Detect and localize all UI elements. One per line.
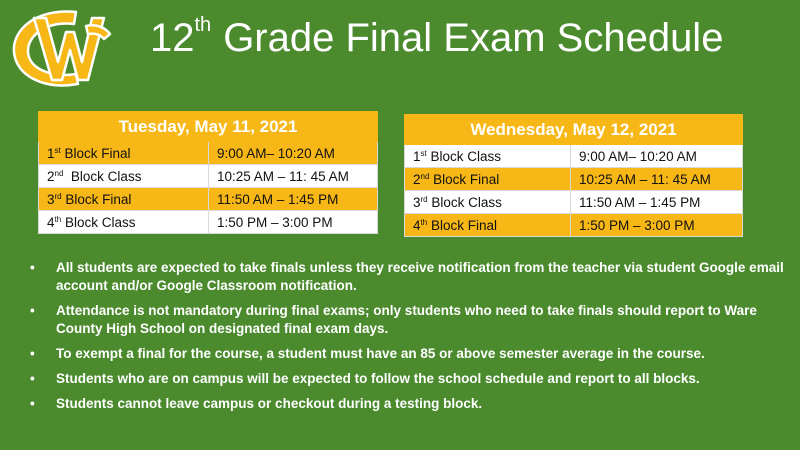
list-item: • Students cannot leave campus or checkout during a testing block. [30, 396, 483, 411]
wednesday-schedule-table [404, 114, 743, 237]
list-item: • Attendance is not mandatory during final exams; only students who need to take finals should report to Ware County High School on designated final exam days. [30, 303, 757, 336]
table-row [39, 165, 378, 188]
list-item: • To exempt a final for the course, a student must have an 85 or above semester average in the course. [30, 346, 705, 361]
table-row [39, 188, 378, 211]
table-row [39, 142, 378, 165]
tuesday-schedule-table [38, 111, 378, 234]
wednesday-heading: Wednesday, May 12, 2021 [405, 115, 743, 145]
block-time: 9:00 AM– 10:20 AM [571, 145, 743, 168]
list-item: • Students who are on campus will be expected to follow the school schedule and report to all blocks. [30, 371, 700, 386]
notes-list [24, 259, 792, 420]
block-time: 1:50 PM – 3:00 PM [209, 211, 378, 234]
block-label: 3rd Block Class [405, 191, 571, 214]
bullet-icon: • [30, 371, 35, 386]
bullet-icon: • [30, 260, 35, 275]
table-row [39, 211, 378, 234]
school-logo [6, 4, 118, 92]
table-row [405, 191, 743, 214]
table-row [405, 214, 743, 237]
block-time: 10:25 AM – 11: 45 AM [209, 165, 378, 188]
block-label: 4th Block Class [39, 211, 209, 234]
bullet-icon: • [30, 303, 35, 318]
bullet-icon: • [30, 346, 35, 361]
page-title: 12th Grade Final Exam Schedule [150, 14, 724, 60]
block-time: 10:25 AM – 11: 45 AM [571, 168, 743, 191]
block-label: 2nd Block Final [405, 168, 571, 191]
block-time: 1:50 PM – 3:00 PM [571, 214, 743, 237]
block-label: 4th Block Final [405, 214, 571, 237]
block-time: 11:50 AM – 1:45 PM [209, 188, 378, 211]
block-time: 11:50 AM – 1:45 PM [571, 191, 743, 214]
block-label: 2nd Block Class [39, 165, 209, 188]
tuesday-heading: Tuesday, May 11, 2021 [39, 112, 378, 142]
block-label: 1st Block Final [39, 142, 209, 165]
block-label: 3rd Block Final [39, 188, 209, 211]
table-row [405, 168, 743, 191]
list-item: • All students are expected to take finals unless they receive notification from the teacher via student Google email account and/or Google Classroom notification. [30, 260, 784, 293]
block-label: 1st Block Class [405, 145, 571, 168]
block-time: 9:00 AM– 10:20 AM [209, 142, 378, 165]
bullet-icon: • [30, 396, 35, 411]
table-row [405, 145, 743, 168]
